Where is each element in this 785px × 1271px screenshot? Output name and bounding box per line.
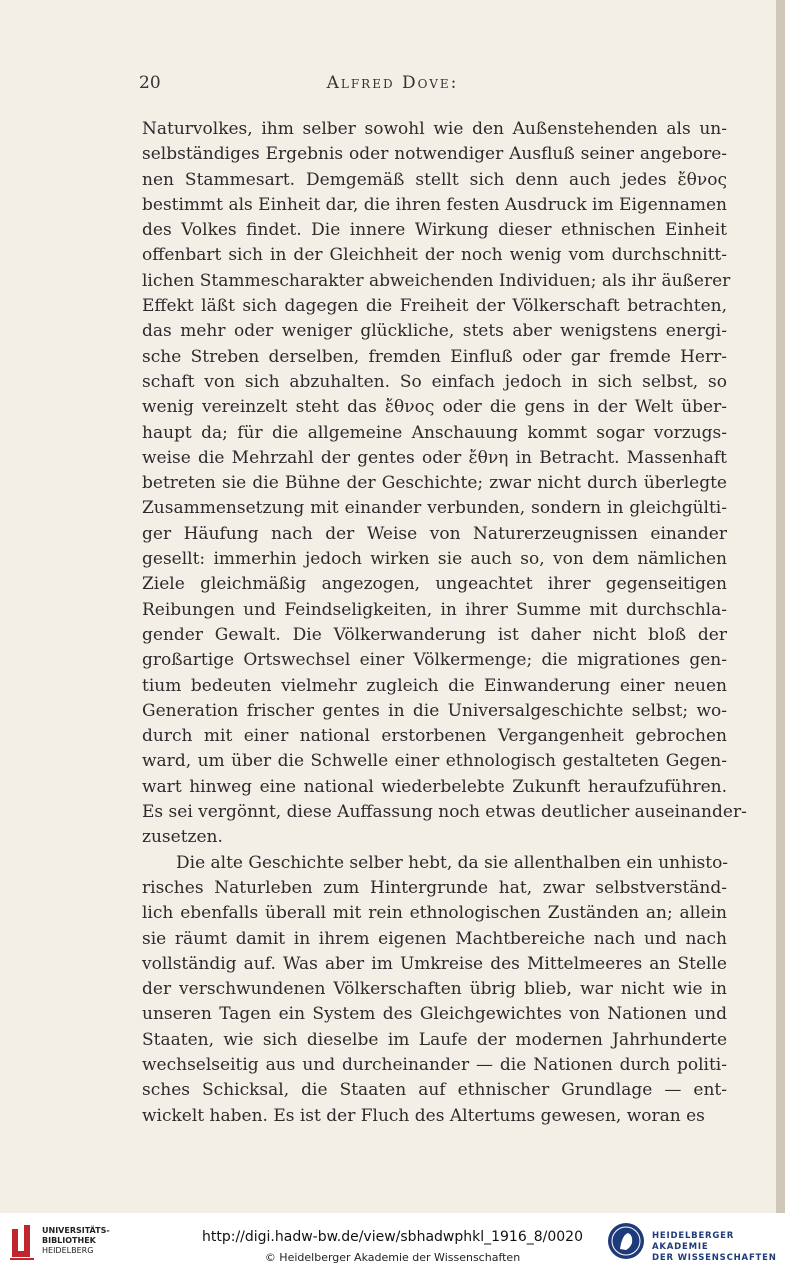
text-line: offenbart sich in der Gleichheit der noch wenig vom durchschnitt- <box>142 245 727 266</box>
text-line: gesellt: immerhin jedoch wirken sie auch so, von dem nämlichen <box>142 549 727 570</box>
text-line: das mehr oder weniger glückliche, stets aber wenigstens energi- <box>142 321 727 342</box>
text-line: weise die Mehrzahl der gentes oder ἔθνη in Betracht. Massenhaft <box>142 447 727 468</box>
academy-logo-icon[interactable] <box>606 1221 646 1261</box>
library-name-line1: UNIVERSITÄTS- <box>42 1226 110 1235</box>
text-line: unseren Tagen ein System des Gleichgewichtes von Nationen und <box>142 1004 727 1025</box>
text-line: risches Naturleben zum Hintergrunde hat, zwar selbstverständ- <box>142 877 727 898</box>
text-line: Effekt läßt sich dagegen die Freiheit der Völkerschaft betrachten, <box>142 296 727 317</box>
academy-name-line1: HEIDELBERGER AKADEMIE <box>652 1231 735 1252</box>
text-line: wart hinweg eine national wiederbelebte Zukunft heraufzuführen. <box>142 776 727 797</box>
copyright-notice: © Heidelberger Akademie der Wissenschaften <box>264 1251 521 1264</box>
text-line: tium bedeuten vielmehr zugleich die Einwanderung einer neuen <box>142 675 727 696</box>
text-line: schaft von sich abzuhalten. So einfach jedoch in sich selbst, so <box>142 371 727 392</box>
text-line: ger Häufung nach der Weise von Naturerzeugnissen einander <box>142 523 727 544</box>
text-line: selbständiges Ergebnis oder notwendiger Ausfluß seiner angebore- <box>142 144 727 165</box>
academy-name-line2: DER WISSENSCHAFTEN <box>652 1253 777 1263</box>
text-line: Zusammensetzung mit einander verbunden, sondern in gleichgülti- <box>142 498 727 519</box>
text-line: wenig vereinzelt steht das ἔθνος oder die gens in der Welt über- <box>142 397 727 418</box>
text-line: Reibungen und Feindseligkeiten, in ihrer Summe mit durchschla- <box>142 599 727 620</box>
text-line: Ziele gleichmäßig angezogen, ungeachtet ihrer gegenseitigen <box>142 574 727 595</box>
text-line: bestimmt als Einheit dar, die ihren festen Ausdruck im Eigennamen <box>142 194 727 215</box>
body-text <box>142 117 747 1129</box>
text-line: des Volkes findet. Die innere Wirkung dieser ethnischen Einheit <box>142 220 727 241</box>
text-line: gender Gewalt. Die Völkerwanderung ist daher nicht bloß der <box>142 624 727 645</box>
text-line: großartige Ortswechsel einer Völkermenge; die migrationes gen- <box>142 650 727 671</box>
text-line: haupt da; für die allgemeine Anschauung kommt sogar vorzugs- <box>142 422 727 443</box>
text-line: lichen Stammescharakter abweichenden Individuen; als ihr äußerer <box>142 270 731 291</box>
viewer-footer <box>0 1213 785 1271</box>
text-line: betreten sie die Bühne der Geschichte; zwar nicht durch überlegte <box>142 473 727 494</box>
text-line: der verschwundenen Völkerschaften übrig blieb, war nicht wie in <box>142 979 727 1000</box>
library-name-line3: HEIDELBERG <box>42 1246 94 1255</box>
text-line: wechselseitig aus und durcheinander — die Nationen durch politi- <box>142 1054 727 1075</box>
text-line: zusetzen. <box>142 827 223 848</box>
page-number: 20 <box>139 73 161 93</box>
text-line: durch mit einer national erstorbenen Vergangenheit gebrochen <box>142 726 727 747</box>
permalink-url[interactable]: http://digi.hadw-bw.de/view/sbhadwphkl_1916_8/0020 <box>201 1229 583 1245</box>
academy-name <box>652 1231 785 1264</box>
text-line: vollständig auf. Was aber im Umkreise des Mittelmeeres an Stelle <box>142 953 727 974</box>
text-line: Die alte Geschichte selber hebt, da sie allenthalben ein unhisto- <box>176 852 729 873</box>
text-line: Naturvolkes, ihm selber sowohl wie den Außenstehenden als un- <box>142 119 727 139</box>
text-line: sie räumt damit in ihrem eigenen Machtbereiche nach und nach <box>142 928 727 949</box>
text-line: Es sei vergönnt, diese Auffassung noch etwas deutlicher auseinander- <box>142 802 747 823</box>
text-line: Staaten, wie sich dieselbe im Laufe der modernen Jahrhunderte <box>142 1029 727 1050</box>
text-line: sches Schicksal, die Staaten auf ethnischer Grundlage — ent- <box>142 1080 727 1101</box>
text-line: ward, um über die Schwelle einer ethnologisch gestalteten Gegen- <box>142 751 727 772</box>
text-line: lich ebenfalls überall mit rein ethnologischen Zuständen an; allein <box>142 903 727 924</box>
text-line: wickelt haben. Es ist der Fluch des Altertums gewesen, woran es <box>142 1105 705 1126</box>
page-gutter <box>776 0 785 1213</box>
running-head: Alfred Dove: <box>326 73 459 93</box>
text-line: Generation frischer gentes in die Universalgeschichte selbst; wo- <box>142 700 727 721</box>
library-name-line2: BIBLIOTHEK <box>42 1236 96 1245</box>
text-line: nen Stammesart. Demgemäß stellt sich denn auch jedes ἔθνος <box>142 169 727 190</box>
text-line: sche Streben derselben, fremden Einfluß oder gar fremde Herr- <box>142 346 727 367</box>
